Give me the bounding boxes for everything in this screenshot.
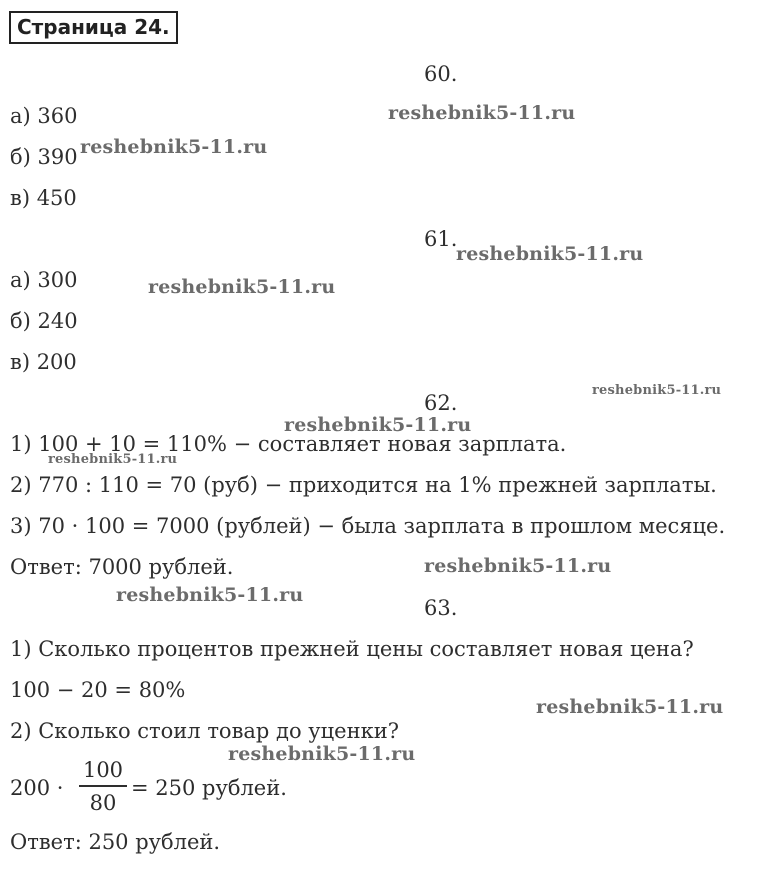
task-63-calc-1: 100 − 20 = 80%	[10, 678, 186, 702]
task-63-question-2: 2) Сколько стоил товар до уценки?	[10, 719, 399, 743]
watermark: reshebnik5-11.ru	[456, 243, 644, 265]
fraction-denominator: 80	[89, 791, 117, 815]
task-62-number: 62.	[424, 391, 458, 415]
formula-prefix: 200 ·	[10, 776, 64, 800]
fraction-bar	[79, 785, 127, 787]
page-title: Страница 24.	[9, 11, 178, 44]
fraction-numerator: 100	[82, 758, 124, 782]
watermark: reshebnik5-11.ru	[48, 452, 178, 467]
task-62-step-3: 3) 70 · 100 = 7000 (рублей) − была зарплата в прошлом месяце.	[10, 514, 726, 538]
watermark: reshebnik5-11.ru	[116, 584, 304, 606]
formula-suffix: = 250 рублей.	[131, 776, 287, 800]
task-61-answer-a: а) 300	[10, 268, 78, 292]
task-60-answer-c: в) 450	[10, 186, 77, 210]
task-63-number: 63.	[424, 596, 458, 620]
watermark: reshebnik5-11.ru	[80, 136, 268, 158]
watermark: reshebnik5-11.ru	[228, 743, 416, 765]
task-61-number: 61.	[424, 227, 458, 251]
watermark: reshebnik5-11.ru	[148, 276, 336, 298]
task-61-answer-b: б) 240	[10, 309, 78, 333]
task-60-answer-b: б) 390	[10, 145, 78, 169]
watermark: reshebnik5-11.ru	[536, 696, 724, 718]
task-63-question-1: 1) Сколько процентов прежней цены составляет новая цена?	[10, 637, 694, 661]
watermark: reshebnik5-11.ru	[424, 555, 612, 577]
task-63-formula	[10, 756, 410, 816]
task-62-step-1: 1) 100 + 10 = 110% − составляет новая зарплата.	[10, 432, 567, 456]
task-62-answer: Ответ: 7000 рублей.	[10, 555, 234, 579]
task-62-step-2: 2) 770 : 110 = 70 (руб) − приходится на 1% прежней зарплаты.	[10, 473, 717, 497]
task-61-answer-c: в) 200	[10, 350, 77, 374]
watermark: reshebnik5-11.ru	[284, 414, 472, 436]
watermark: reshebnik5-11.ru	[592, 383, 722, 398]
watermark: reshebnik5-11.ru	[388, 102, 576, 124]
task-60-answer-a: а) 360	[10, 104, 78, 128]
task-60-number: 60.	[424, 62, 458, 86]
task-63-answer: Ответ: 250 рублей.	[10, 830, 221, 854]
